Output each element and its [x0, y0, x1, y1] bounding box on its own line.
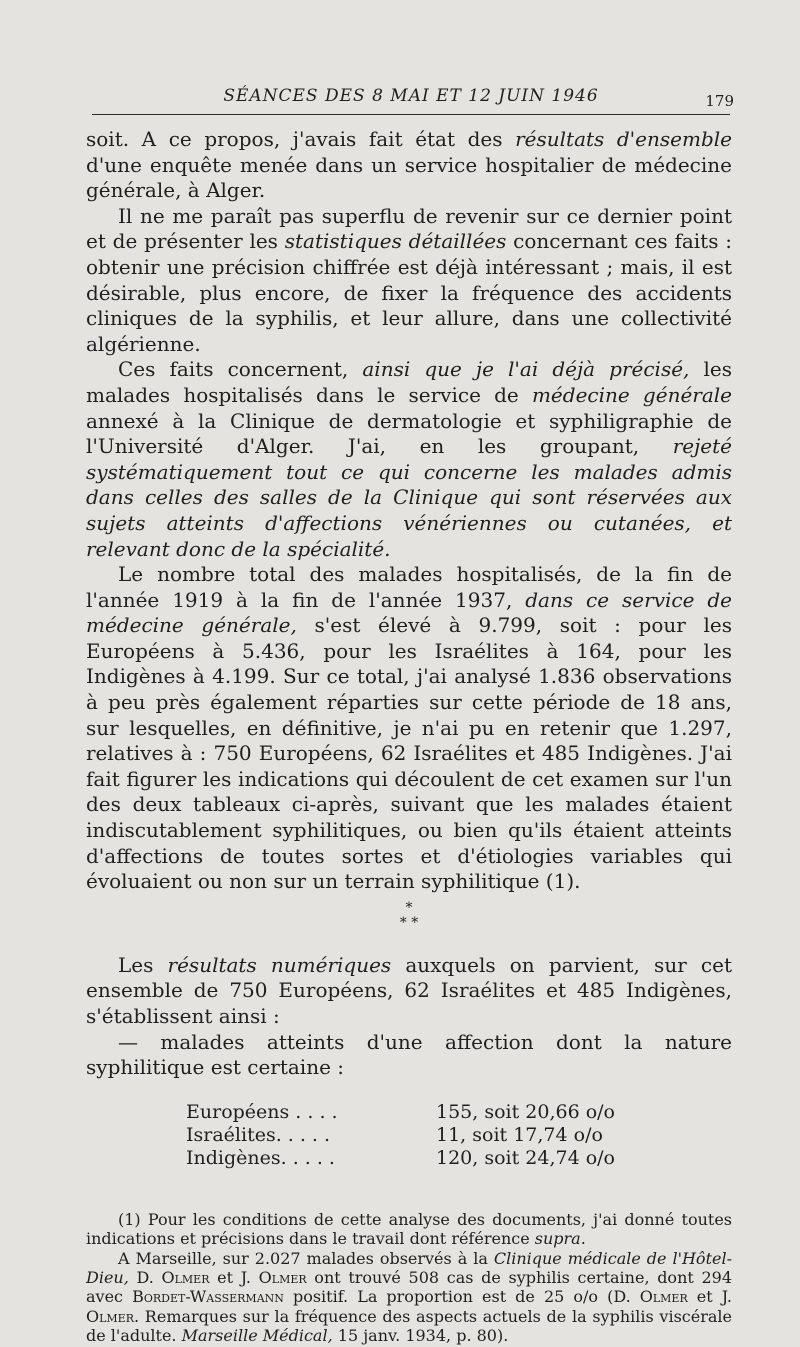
text-run: ont trouvé 508 cas de syphilis certaine, dont 294 avec — [86, 1268, 732, 1307]
paragraph-3 — [86, 357, 732, 562]
paragraph-2 — [86, 204, 732, 358]
paragraph-6: — malades atteints d'une affection dont la nature syphilitique est certaine : — [86, 1029, 732, 1080]
author-name: Olmer — [258, 1268, 307, 1287]
asterisk-bottom: * * — [399, 914, 419, 931]
tally-value: 120, soit 24,74 o/o — [436, 1146, 615, 1169]
author-name: Bordet-Wassermann — [132, 1287, 284, 1307]
text-run: Ces faits concernent, — [118, 357, 363, 382]
emphasis: ainsi que je l'ai déjà précisé, — [362, 357, 690, 382]
footnote-1 — [86, 1210, 732, 1249]
body-text — [86, 127, 732, 1346]
text-run: Le nombre total des malades hospitalisés, de la fin de l'année 1919 à la fin de l'année 1937, — [86, 562, 732, 612]
tally-label: Européens . . . . — [186, 1100, 338, 1123]
tally-table — [186, 1101, 732, 1170]
tally-row — [186, 1147, 732, 1170]
tally-label: Israélites. . . . . — [186, 1123, 331, 1146]
emphasis: dans ce service de médecine générale, — [86, 587, 732, 638]
tally-value: 11, soit 17,74 o/o — [436, 1123, 603, 1146]
text-run: positif. La proportion est de 25 o/o (D. — [283, 1287, 640, 1307]
author-name: Olmer — [86, 1306, 134, 1326]
footnotes — [86, 1210, 732, 1346]
text-run: Il ne me paraît pas superflu de revenir sur ce dernier point et de présenter les — [86, 203, 732, 254]
emphasis: statistiques détaillées — [284, 229, 507, 254]
text-run: soit. A ce propos, j'avais fait état des — [86, 127, 516, 151]
text-run: les malades hospitalisés dans le service de — [86, 357, 732, 407]
text-run: annexé à la Clinique de dermatologie et syphiligraphie de l'Université d'Alger. J'ai, en les groupant, — [86, 408, 732, 459]
asterisk-top: * — [405, 899, 413, 916]
emphasis: médecine générale — [531, 382, 732, 407]
text-run: Les — [118, 952, 168, 977]
page-number: 179 — [705, 92, 734, 110]
tally-label: Indigènes. . . . . — [186, 1146, 335, 1169]
text-run: A Marseille, sur 2.027 malades observés à la — [118, 1248, 494, 1268]
text-run: D. — [128, 1268, 162, 1287]
running-title: SÉANCES DES 8 MAI ET 12 JUIN 1946 — [223, 86, 599, 106]
section-separator — [86, 901, 732, 931]
text-run: et J. — [687, 1287, 733, 1307]
emphasis: supra — [534, 1229, 581, 1249]
text-run: (1) Pour les conditions de cette analyse des documents, j'ai donné toutes indications et précisions dans le travail dont référence — [86, 1209, 732, 1249]
text-run: d'une enquête menée dans un service hospitalier de médecine générale, à Alger. — [86, 152, 732, 203]
text-run: 15 janv. 1934, p. 80). — [332, 1326, 509, 1346]
tally-value: 155, soit 20,66 o/o — [436, 1100, 615, 1123]
text-run: s'est élevé à 9.799, soit : pour les Européens à 5.436, pour les Israélites à 164, pour les Indigènes à 4.199. Sur ce total, j'ai analysé 1.836 observations à peu près également réparties sur cette période de 18 ans, sur lesquelles, en définitive, je n'ai pu en retenir que 1.297, relatives à : 750 Européens, 62 Israélites et 485 Indigènes. J'ai fait figurer les indications qui découlent de cet examen sur l'un des deux tableaux ci-après, suivant que les malades étaient indiscutablement syphilitiques, ou bien qu'ils étaient atteints d'affections de toutes sortes et d'étiologies variables qui évoluaient ou non sur un terrain syphilitique (1). — [86, 613, 732, 894]
journal-title: Marseille Médical, — [181, 1326, 333, 1346]
tally-row — [186, 1124, 732, 1147]
text-run: auxquels on parvient, sur cet ensemble de 750 Européens, 62 Israélites et 485 Indigènes, s'établissent ainsi : — [86, 952, 732, 1028]
emphasis: résultats d'ensemble — [515, 127, 732, 151]
text-run: . — [580, 1229, 586, 1249]
paragraph-5 — [86, 953, 732, 1030]
footnote-2 — [86, 1249, 732, 1346]
text-run: . Remarques sur la fréquence des aspects actuels de la syphilis viscérale de l'adulte. — [86, 1306, 732, 1346]
tally-row — [186, 1101, 732, 1124]
paragraph-4 — [86, 562, 732, 895]
author-name: Olmer — [639, 1287, 688, 1307]
page-header — [92, 86, 734, 115]
author-name: Olmer — [161, 1268, 210, 1287]
text-run: concernant ces faits : obtenir une précision chiffrée est déjà intéressant ; mais, il est désirable, plus encore, de fixer la fréquence des accidents cliniques de la syphilis, et leur allure, dans une collectivité algérienne. — [86, 229, 732, 356]
text-run: et J. — [209, 1268, 259, 1287]
emphasis: résultats numériques — [167, 952, 392, 977]
emphasis: rejeté systématiquement tout ce qui concerne les malades admis dans celles des salles de la Clinique qui sont réservées aux sujets atteints d'affections vénériennes ou cutanées, et relevant donc de la spécialité. — [86, 434, 732, 561]
paragraph-1 — [86, 127, 732, 204]
emphasis: Clinique médicale de l'Hôtel-Dieu, — [86, 1248, 732, 1287]
